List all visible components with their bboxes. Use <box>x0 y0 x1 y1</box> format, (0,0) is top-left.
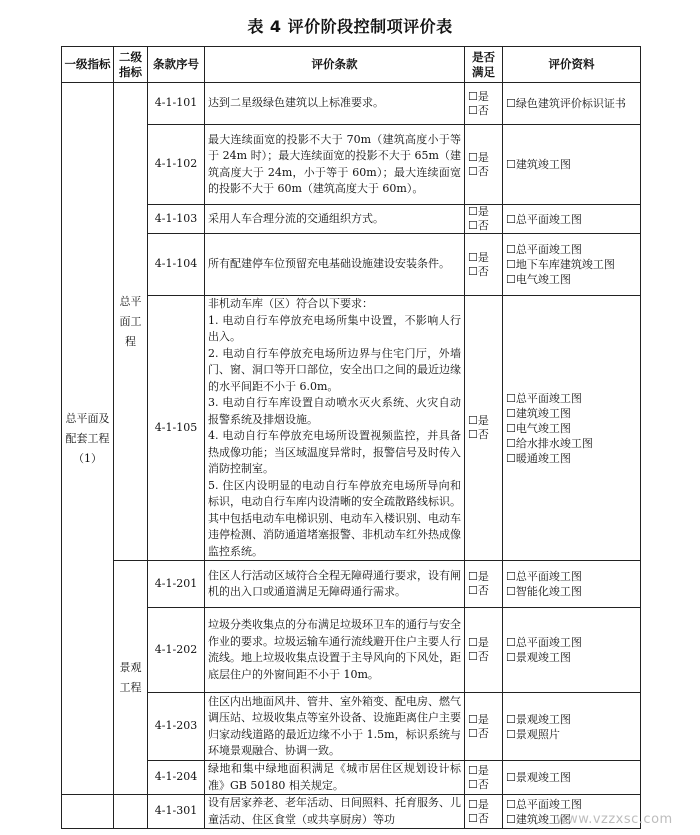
no-checkbox[interactable] <box>468 104 499 118</box>
satisfied-cell <box>465 296 503 561</box>
header-code: 条款序号 <box>148 47 205 83</box>
material-label: 智能化竣工图 <box>515 585 582 598</box>
checkbox-label: 否 <box>477 103 489 117</box>
material-item[interactable] <box>506 96 637 111</box>
level2-cell: 景观工程 <box>114 561 148 795</box>
material-label: 景观竣工图 <box>515 771 571 784</box>
material-item[interactable] <box>506 712 637 727</box>
materials-cell <box>503 296 641 561</box>
clause-code: 4-1-102 <box>148 125 205 205</box>
checkbox-icon[interactable] <box>468 104 478 117</box>
table-row <box>62 693 641 761</box>
clause-code: 4-1-204 <box>148 761 205 795</box>
checkbox-icon[interactable] <box>506 771 516 784</box>
checkbox-icon[interactable] <box>506 452 516 465</box>
checkbox-label: 是 <box>477 250 489 264</box>
material-label: 景观竣工图 <box>515 712 571 726</box>
clause-code: 4-1-101 <box>148 83 205 125</box>
satisfied-cell <box>465 693 503 761</box>
checkbox-icon[interactable] <box>468 636 478 649</box>
yes-checkbox[interactable] <box>468 414 499 428</box>
yes-checkbox[interactable] <box>468 764 499 778</box>
material-item[interactable] <box>506 406 637 421</box>
material-item[interactable] <box>506 770 637 785</box>
yes-checkbox[interactable] <box>468 636 499 650</box>
table-row <box>62 234 641 296</box>
no-checkbox[interactable] <box>468 584 499 598</box>
materials-cell <box>503 693 641 761</box>
clause-code: 4-1-201 <box>148 561 205 608</box>
criteria-text: 3. 电动自行车库设置自动喷水灭火系统、火灾自动报警系统及排烟设施。 <box>208 396 461 426</box>
table-row <box>62 296 641 561</box>
criteria-cell <box>205 205 465 234</box>
checkbox-label: 是 <box>477 797 489 811</box>
clause-code: 4-1-203 <box>148 693 205 761</box>
criteria-cell <box>205 795 465 829</box>
material-item[interactable] <box>506 727 637 742</box>
checkbox-icon[interactable] <box>468 414 478 427</box>
checkbox-icon[interactable] <box>506 570 516 583</box>
checkbox-icon[interactable] <box>506 258 516 271</box>
satisfied-cell <box>465 761 503 795</box>
checkbox-icon[interactable] <box>506 407 516 420</box>
material-item[interactable] <box>506 569 637 584</box>
criteria-text: 设有居家养老、老年活动、日间照料、托育服务、儿童活动、住区食堂（或共享厨房）等功 <box>208 796 461 826</box>
table-row <box>62 761 641 795</box>
material-item[interactable] <box>506 584 637 599</box>
checkbox-icon[interactable] <box>506 158 516 171</box>
checkbox-icon[interactable] <box>468 778 478 791</box>
criteria-text: 最大连续面宽的投影不大于 70m（建筑高度小于等于 24m 时）；最大连续面宽的投影不大于 65m（建筑高度大于 24m，小于等于 60m）；最大连续面宽的投影不大于 60m（建筑高度大于 60m）。 <box>208 132 461 195</box>
checkbox-icon[interactable] <box>468 265 478 278</box>
table-row <box>62 561 641 608</box>
clause-code: 4-1-202 <box>148 608 205 693</box>
checkbox-label: 否 <box>477 777 489 791</box>
criteria-text: 住区内出地面风井、管井、室外箱变、配电房、燃气调压站、垃圾收集点等室外设备、设施距离住户主要归家动线道路的最近边缘不小于 1.5m，标识系统与环境景观融合、协调一致。 <box>208 694 461 757</box>
checkbox-icon[interactable] <box>468 727 478 740</box>
evaluation-table <box>61 46 641 829</box>
clause-code: 4-1-104 <box>148 234 205 296</box>
watermark: www.vzzxsc.com <box>556 812 673 827</box>
criteria-text: 5. 住区内设明显的电动自行车停放充电场所导向和标识，电动自行车库内设清晰的安全疏散路线标识。其中包括电动车电梯识别、电动车入楼识别、电动车违停检测、消防通道堵塞报警、非机动车红外热成像监控系统。 <box>208 478 461 558</box>
material-label: 总平面竣工图 <box>515 797 582 811</box>
material-label: 景观竣工图 <box>515 651 571 664</box>
checkbox-label: 是 <box>477 414 489 427</box>
clause-code: 4-1-105 <box>148 296 205 561</box>
table-row <box>62 83 641 125</box>
clause-code: 4-1-103 <box>148 205 205 234</box>
checkbox-label: 是 <box>477 712 489 726</box>
criteria-text: 采用人车合理分流的交通组织方式。 <box>208 211 384 225</box>
table-body <box>62 83 641 829</box>
yes-checkbox[interactable] <box>468 90 499 104</box>
checkbox-label: 否 <box>477 811 489 825</box>
table-row <box>62 205 641 234</box>
header-level1: 一级指标 <box>62 47 114 83</box>
yes-checkbox[interactable] <box>468 798 499 812</box>
yes-checkbox[interactable] <box>468 251 499 265</box>
checkbox-icon[interactable] <box>468 219 478 232</box>
checkbox-icon[interactable] <box>506 798 516 811</box>
material-item[interactable] <box>506 650 637 665</box>
material-label: 电气竣工图 <box>515 421 571 435</box>
criteria-text: 2. 电动自行车停放充电场所边界与住宅门厅，外墙门、窗、洞口等开口部位，安全出口之间的最近边缘的水平间距不小于 6.0m。 <box>208 346 461 393</box>
satisfied-cell <box>465 234 503 296</box>
checkbox-label: 否 <box>477 264 489 278</box>
checkbox-label: 是 <box>477 150 489 164</box>
checkbox-icon[interactable] <box>468 251 478 264</box>
materials-cell <box>503 83 641 125</box>
checkbox-label: 是 <box>477 636 489 649</box>
criteria-text: 住区人行活动区域符合全程无障碍通行要求，设有闸机的出入口或通道满足无障碍通行需求。 <box>208 568 461 598</box>
material-label: 绿色建筑评价标识证书 <box>515 97 626 110</box>
checkbox-icon[interactable] <box>468 650 478 663</box>
materials-cell <box>503 561 641 608</box>
level2-cell <box>114 795 148 829</box>
level2-cell: 总平面工程 <box>114 83 148 561</box>
criteria-text: 4. 电动自行车停放充电场所设置视频监控，并具备热成像功能；当区域温度异常时，报警信号及时传入消防控制室。 <box>208 429 461 475</box>
no-checkbox[interactable] <box>468 650 499 664</box>
no-checkbox[interactable] <box>468 727 499 741</box>
checkbox-label: 否 <box>477 650 489 663</box>
checkbox-icon[interactable] <box>468 151 478 164</box>
material-label: 总平面竣工图 <box>515 212 582 226</box>
material-label: 总平面竣工图 <box>515 243 582 256</box>
checkbox-icon[interactable] <box>506 585 516 598</box>
checkbox-icon[interactable] <box>468 713 478 726</box>
material-item[interactable] <box>506 212 637 227</box>
satisfied-cell <box>465 125 503 205</box>
yes-checkbox[interactable] <box>468 205 499 219</box>
clause-code: 4-1-301 <box>148 795 205 829</box>
table-row <box>62 795 641 829</box>
checkbox-icon[interactable] <box>506 728 516 741</box>
checkbox-label: 是 <box>477 763 489 777</box>
material-label: 建筑竣工图 <box>515 812 571 826</box>
checkbox-icon[interactable] <box>468 428 478 441</box>
criteria-cell <box>205 83 465 125</box>
table-title: 表 4 评价阶段控制项评价表 <box>247 17 453 36</box>
criteria-text: 非机动车库（区）符合以下要求： <box>208 297 373 310</box>
checkbox-icon[interactable] <box>506 422 516 435</box>
material-label: 建筑竣工图 <box>515 406 571 420</box>
material-label: 景观照片 <box>515 727 560 741</box>
no-checkbox[interactable] <box>468 778 499 792</box>
material-item[interactable] <box>506 257 637 272</box>
satisfied-cell <box>465 83 503 125</box>
checkbox-icon[interactable] <box>468 812 478 825</box>
checkbox-icon[interactable] <box>468 165 478 178</box>
material-label: 总平面竣工图 <box>515 391 582 405</box>
material-label: 暖通竣工图 <box>515 451 571 465</box>
checkbox-icon[interactable] <box>468 584 478 597</box>
checkbox-icon[interactable] <box>506 392 516 405</box>
checkbox-icon[interactable] <box>468 205 478 218</box>
material-item[interactable] <box>506 635 637 650</box>
checkbox-icon[interactable] <box>506 213 516 226</box>
checkbox-icon[interactable] <box>468 570 478 583</box>
material-item[interactable] <box>506 797 637 812</box>
satisfied-cell <box>465 205 503 234</box>
criteria-cell <box>205 296 465 561</box>
materials-cell <box>503 608 641 693</box>
checkbox-label: 否 <box>477 219 489 232</box>
checkbox-icon[interactable] <box>506 713 516 726</box>
checkbox-label: 是 <box>477 89 489 103</box>
checkbox-icon[interactable] <box>468 798 478 811</box>
checkbox-icon[interactable] <box>468 764 478 777</box>
yes-checkbox[interactable] <box>468 151 499 165</box>
material-item[interactable] <box>506 451 637 466</box>
criteria-text: 1. 电动自行车停放充电场所集中设置，不影响人行出入。 <box>208 313 461 343</box>
material-item[interactable] <box>506 421 637 436</box>
header-satisfied: 是否满足 <box>465 47 503 83</box>
satisfied-cell <box>465 561 503 608</box>
criteria-text: 所有配建停车位预留充电基础设施建设安装条件。 <box>208 257 450 271</box>
material-item[interactable] <box>506 272 637 287</box>
header-materials: 评价资料 <box>503 47 641 83</box>
material-item[interactable] <box>506 391 637 406</box>
checkbox-icon[interactable] <box>506 651 516 664</box>
checkbox-icon[interactable] <box>506 813 516 826</box>
criteria-cell <box>205 561 465 608</box>
materials-cell <box>503 125 641 205</box>
materials-cell <box>503 761 641 795</box>
checkbox-label: 否 <box>477 726 489 740</box>
checkbox-label: 否 <box>477 584 489 597</box>
header-criteria: 评价条款 <box>205 47 465 83</box>
material-item[interactable] <box>506 157 637 172</box>
no-checkbox[interactable] <box>468 265 499 279</box>
header-level2: 二级指标 <box>114 47 148 83</box>
materials-cell <box>503 205 641 234</box>
materials-cell <box>503 234 641 296</box>
checkbox-icon[interactable] <box>506 636 516 649</box>
table-row <box>62 125 641 205</box>
criteria-cell <box>205 693 465 761</box>
material-label: 电气竣工图 <box>515 273 571 286</box>
criteria-cell <box>205 761 465 795</box>
no-checkbox[interactable] <box>468 812 499 826</box>
level1-cell <box>62 795 114 829</box>
material-label: 总平面竣工图 <box>515 570 582 583</box>
no-checkbox[interactable] <box>468 428 499 442</box>
checkbox-label: 否 <box>477 428 489 441</box>
header-row <box>62 47 641 83</box>
checkbox-label: 是 <box>477 570 489 583</box>
yes-checkbox[interactable] <box>468 713 499 727</box>
level1-cell: 总平面及配套工程（1） <box>62 83 114 795</box>
material-label: 总平面竣工图 <box>515 636 582 649</box>
material-label: 建筑竣工图 <box>515 158 571 171</box>
material-item[interactable] <box>506 436 637 451</box>
material-label: 地下车库建筑竣工图 <box>515 258 615 271</box>
criteria-text: 绿地和集中绿地面积满足《城市居住区规划设计标准》GB 50180 相关规定。 <box>208 762 461 792</box>
criteria-text: 达到二星级绿色建筑以上标准要求。 <box>208 96 384 110</box>
criteria-text: 垃圾分类收集点的分布满足垃圾环卫车的通行与安全作业的要求。垃圾运输车通行流线避开住户主要人行流线。地上垃圾收集点设置于主导风向的下风处，距底层住户的外窗间距不小于 10m。 <box>208 618 461 681</box>
yes-checkbox[interactable] <box>468 570 499 584</box>
material-label: 给水排水竣工图 <box>515 436 593 450</box>
satisfied-cell <box>465 795 503 829</box>
checkbox-icon[interactable] <box>506 243 516 256</box>
checkbox-icon[interactable] <box>506 437 516 450</box>
criteria-cell <box>205 234 465 296</box>
criteria-cell <box>205 125 465 205</box>
checkbox-label: 否 <box>477 164 489 178</box>
checkbox-icon[interactable] <box>468 90 478 103</box>
criteria-cell <box>205 608 465 693</box>
no-checkbox[interactable] <box>468 219 499 233</box>
checkbox-label: 是 <box>477 205 489 218</box>
checkbox-icon[interactable] <box>506 97 516 110</box>
table-row <box>62 608 641 693</box>
no-checkbox[interactable] <box>468 165 499 179</box>
material-item[interactable] <box>506 242 637 257</box>
checkbox-icon[interactable] <box>506 273 516 286</box>
satisfied-cell <box>465 608 503 693</box>
